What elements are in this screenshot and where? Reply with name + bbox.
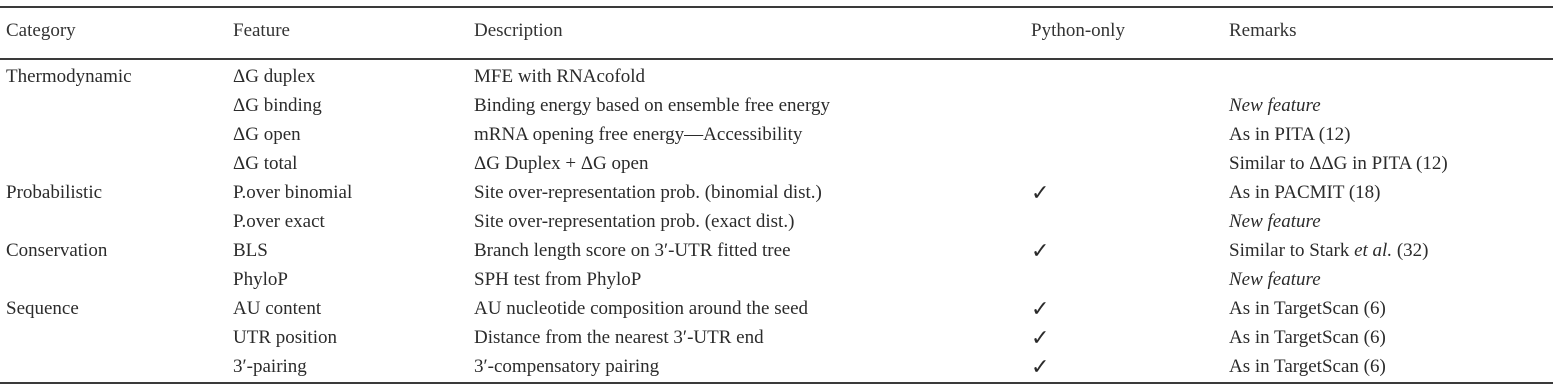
cell-description: Site over-representation prob. (exact dist.) — [474, 211, 795, 232]
table-row — [0, 180, 1553, 206]
table-row — [0, 209, 1553, 235]
cell-feature: UTR position — [233, 327, 337, 348]
checkmark-icon: ✓ — [1031, 180, 1050, 205]
cell-description: MFE with RNAcofold — [474, 66, 645, 87]
table-row — [0, 325, 1553, 351]
cell-category: Thermodynamic — [6, 66, 132, 87]
cell-feature: AU content — [233, 298, 322, 319]
cell-description: mRNA opening free energy—Accessibility — [474, 124, 803, 145]
table-row — [0, 122, 1553, 148]
table-row — [0, 93, 1553, 119]
table-row — [0, 354, 1553, 380]
cell-remarks: As in TargetScan (6) — [1229, 298, 1386, 319]
cell-feature: ΔG duplex — [233, 66, 316, 87]
cell-remarks: As in PACMIT (18) — [1229, 182, 1381, 203]
header-feature: Feature — [233, 20, 290, 41]
cell-feature: P.over exact — [233, 211, 325, 232]
cell-feature: 3′-pairing — [233, 356, 307, 377]
cell-remarks: As in TargetScan (6) — [1229, 356, 1386, 377]
cell-remarks — [1229, 238, 1428, 264]
remarks-text: Similar to Stark — [1229, 240, 1355, 261]
cell-description: Branch length score on 3′-UTR fitted tree — [474, 240, 791, 261]
checkmark-icon: ✓ — [1031, 238, 1050, 263]
cell-remarks: New feature — [1229, 211, 1321, 232]
table-row — [0, 238, 1553, 264]
remarks-italic-text: et al. — [1354, 240, 1393, 261]
cell-category: Probabilistic — [6, 182, 103, 203]
cell-description: ΔG Duplex + ΔG open — [474, 153, 649, 174]
header-python-only: Python-only — [1031, 20, 1125, 41]
cell-remarks: Similar to ΔΔG in PITA (12) — [1229, 153, 1448, 174]
checkmark-icon: ✓ — [1031, 354, 1050, 379]
cell-category: Conservation — [6, 240, 108, 261]
table-row — [0, 296, 1553, 322]
header-category: Category — [6, 20, 76, 41]
header-remarks: Remarks — [1229, 20, 1297, 41]
remarks-text: (32) — [1392, 240, 1429, 261]
cell-description: Binding energy based on ensemble free energy — [474, 95, 830, 116]
table-row — [0, 64, 1553, 90]
cell-feature: PhyloP — [233, 269, 288, 290]
table-top-rule — [0, 6, 1553, 8]
cell-description: Distance from the nearest 3′-UTR end — [474, 327, 764, 348]
cell-feature: ΔG open — [233, 124, 301, 145]
cell-description: Site over-representation prob. (binomial dist.) — [474, 182, 822, 203]
cell-remarks: As in TargetScan (6) — [1229, 327, 1386, 348]
table-header-rule — [0, 58, 1553, 60]
cell-remarks: New feature — [1229, 95, 1321, 116]
cell-feature: ΔG total — [233, 153, 298, 174]
cell-category: Sequence — [6, 298, 79, 319]
cell-feature: BLS — [233, 240, 268, 261]
cell-remarks: New feature — [1229, 269, 1321, 290]
table-row — [0, 151, 1553, 177]
cell-remarks: As in PITA (12) — [1229, 124, 1351, 145]
table-bottom-rule — [0, 382, 1553, 384]
checkmark-icon: ✓ — [1031, 325, 1050, 350]
header-description: Description — [474, 20, 563, 41]
cell-feature: ΔG binding — [233, 95, 322, 116]
cell-description: AU nucleotide composition around the seed — [474, 298, 809, 319]
cell-description: 3′-compensatory pairing — [474, 356, 660, 377]
table-row — [0, 267, 1553, 293]
cell-feature: P.over binomial — [233, 182, 353, 203]
checkmark-icon: ✓ — [1031, 296, 1050, 321]
cell-description: SPH test from PhyloP — [474, 269, 642, 290]
